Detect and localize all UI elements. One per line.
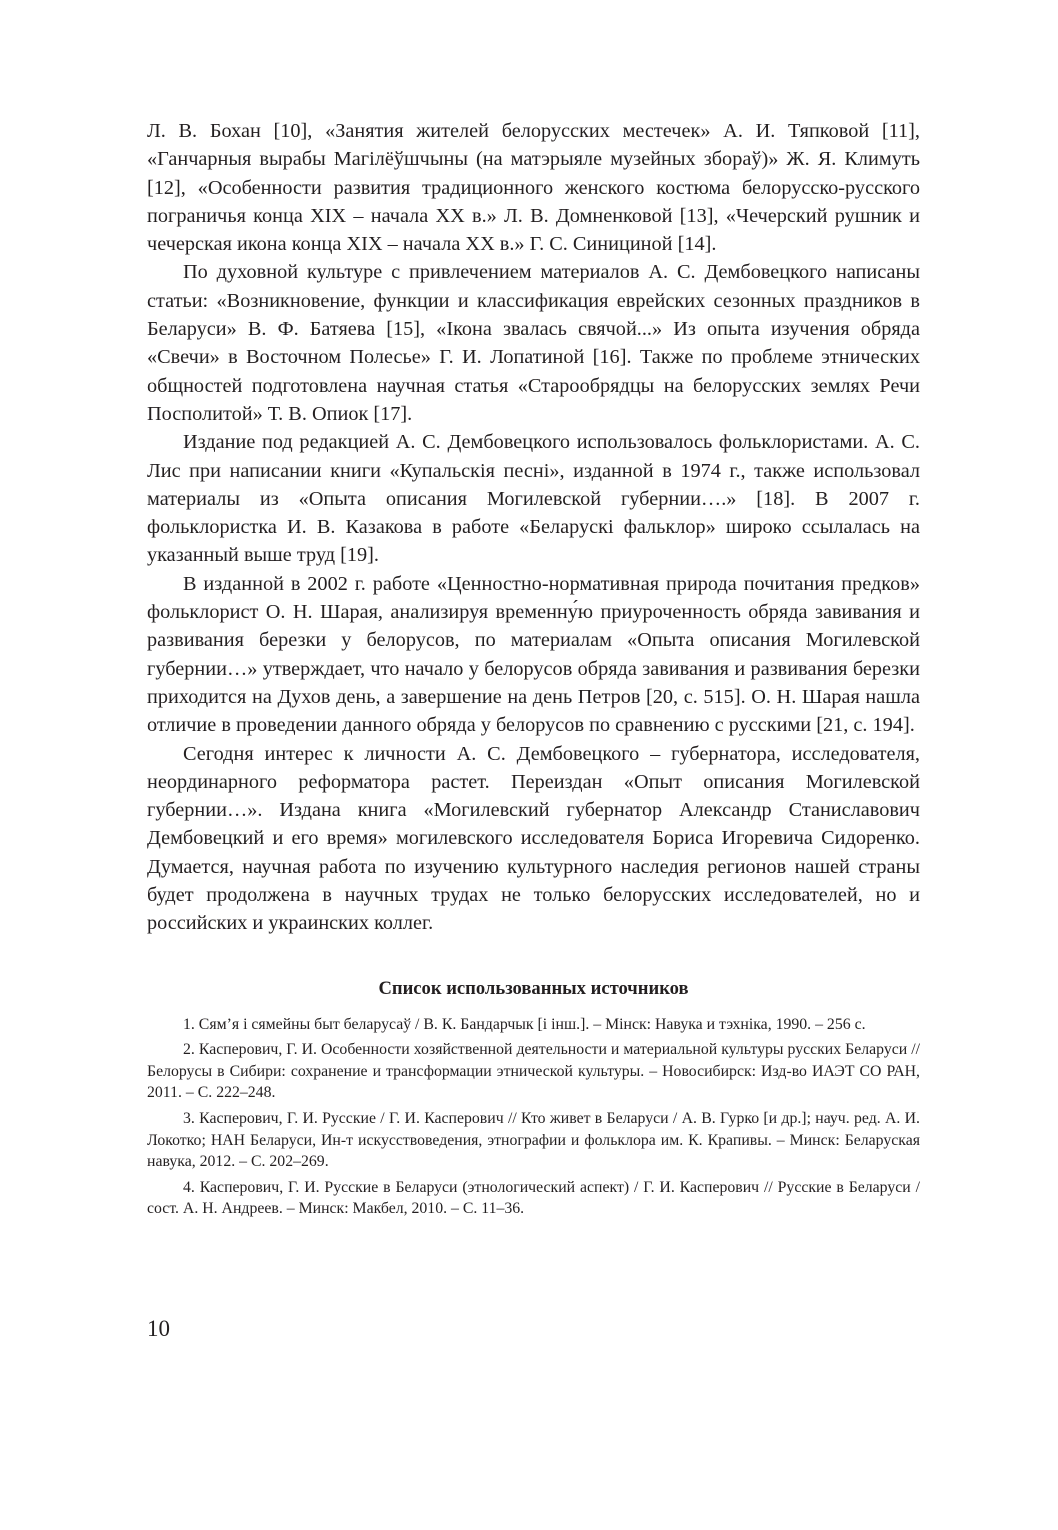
references-section <box>147 977 920 1220</box>
page-body <box>147 117 920 1224</box>
body-paragraph: По духовной культуре с привлечением материалов А. С. Дембовецкого написаны статьи: «Возникновение, функции и классификация еврейских сезонных праздников в Беларуси» В. Ф. Батяева [15], «Ікона звалась свячой...» Из опыта изучения обряда «Свечи» в Восточном Полесье» Г. И. Лопатиной [16]. Также по проблеме этнических общностей подготовлена научная статья «Старообрядцы на белорусских землях Речи Посполитой» Т. В. Опиок [17]. <box>147 261 920 425</box>
reference-item: 1. Сям’я і сямейны быт беларусаў / В. К. Бандарчык [і інш.]. – Мінск: Навука и тэхніка, 1990. – 256 с. <box>183 1015 866 1033</box>
body-paragraph: Издание под редакцией А. С. Дембовецкого использовалось фольклористами. А. С. Лис при написании книги «Купальскія песні», изданной в 1974 г., также использовал материалы из «Опыта описания Могилевской губернии….» [18]. В 2007 г. фольклористка И. В. Казакова в работе «Беларускі фальклор» широко ссылалась на указанный выше труд [19]. <box>147 431 920 567</box>
body-paragraph: В изданной в 2002 г. работе «Ценностно-нормативная природа почитания предков» фольклорист О. Н. Шарая, анализируя временну́ю приуроченность обряда завивания и развивания березки у белорусов, по материалам «Опыта описания Могилевской губернии…» утверждает, что начало у белорусов обряда завивания и развивания березки приходится на Духов день, а завершение на день Петров [20, с. 515]. О. Н. Шарая нашла отличие в проведении данного обряда у белорусов по сравнению с русскими [21, с. 194]. <box>147 572 920 737</box>
reference-item: 3. Касперович, Г. И. Русские / Г. И. Касперович // Кто живет в Беларуси / А. В. Гурко [и др.]; науч. ред. А. И. Локотко; НАН Беларуси, Ин-т искусствоведения, этнографии и фольклора им. К. Крапивы. – Минск: Беларуская навука, 2012. – С. 202–269. <box>147 1109 920 1171</box>
body-paragraph: Л. В. Бохан [10], «Занятия жителей белорусских местечек» А. И. Тяпковой [11], «Ганчарныя вырабы Магілёўшчыны (на матэрыяле музейных збораў)» Ж. Я. Климуть [12], «Особенности развития традиционного женского костюма белорусско-русского пограничья конца XIX – начала XX в.» Л. В. Домненковой [13], «Чечерский рушник и чечерская икона конца XIX – начала XX в.» Г. С. Синициной [14]. <box>147 120 920 256</box>
reference-item: 2. Касперович, Г. И. Особенности хозяйственной деятельности и материальной культуры русских Беларуси // Белорусы в Сибири: сохранение и трансформации этнической культуры. – Новосибирск: Изд-во ИАЭТ СО РАН, 2011. – С. 222–248. <box>147 1041 920 1102</box>
references-heading: Список использованных источников <box>378 977 689 999</box>
body-paragraph: Сегодня интерес к личности А. С. Дембовецкого – губернатора, исследователя, неординарного реформатора растет. Переиздан «Опыт описания Могилевской губернии…». Издана книга «Могилевский губернатор Александр Станиславович Дембовецкий и его время» могилевского исследователя Бориса Игоревича Сидоренко. Думается, научная работа по изучению культурного наследия регионов нашей страны будет продолжена в научных трудах не только белорусских исследователей, но и российских и украинских коллег. <box>147 742 920 935</box>
reference-item: 4. Касперович, Г. И. Русские в Беларуси (этнологический аспект) / Г. И. Касперович // Русские в Беларуси / сост. А. Н. Андреев. – Минск: Макбел, 2010. – С. 11–36. <box>147 1178 920 1218</box>
page-number: 10 <box>147 1316 170 1341</box>
